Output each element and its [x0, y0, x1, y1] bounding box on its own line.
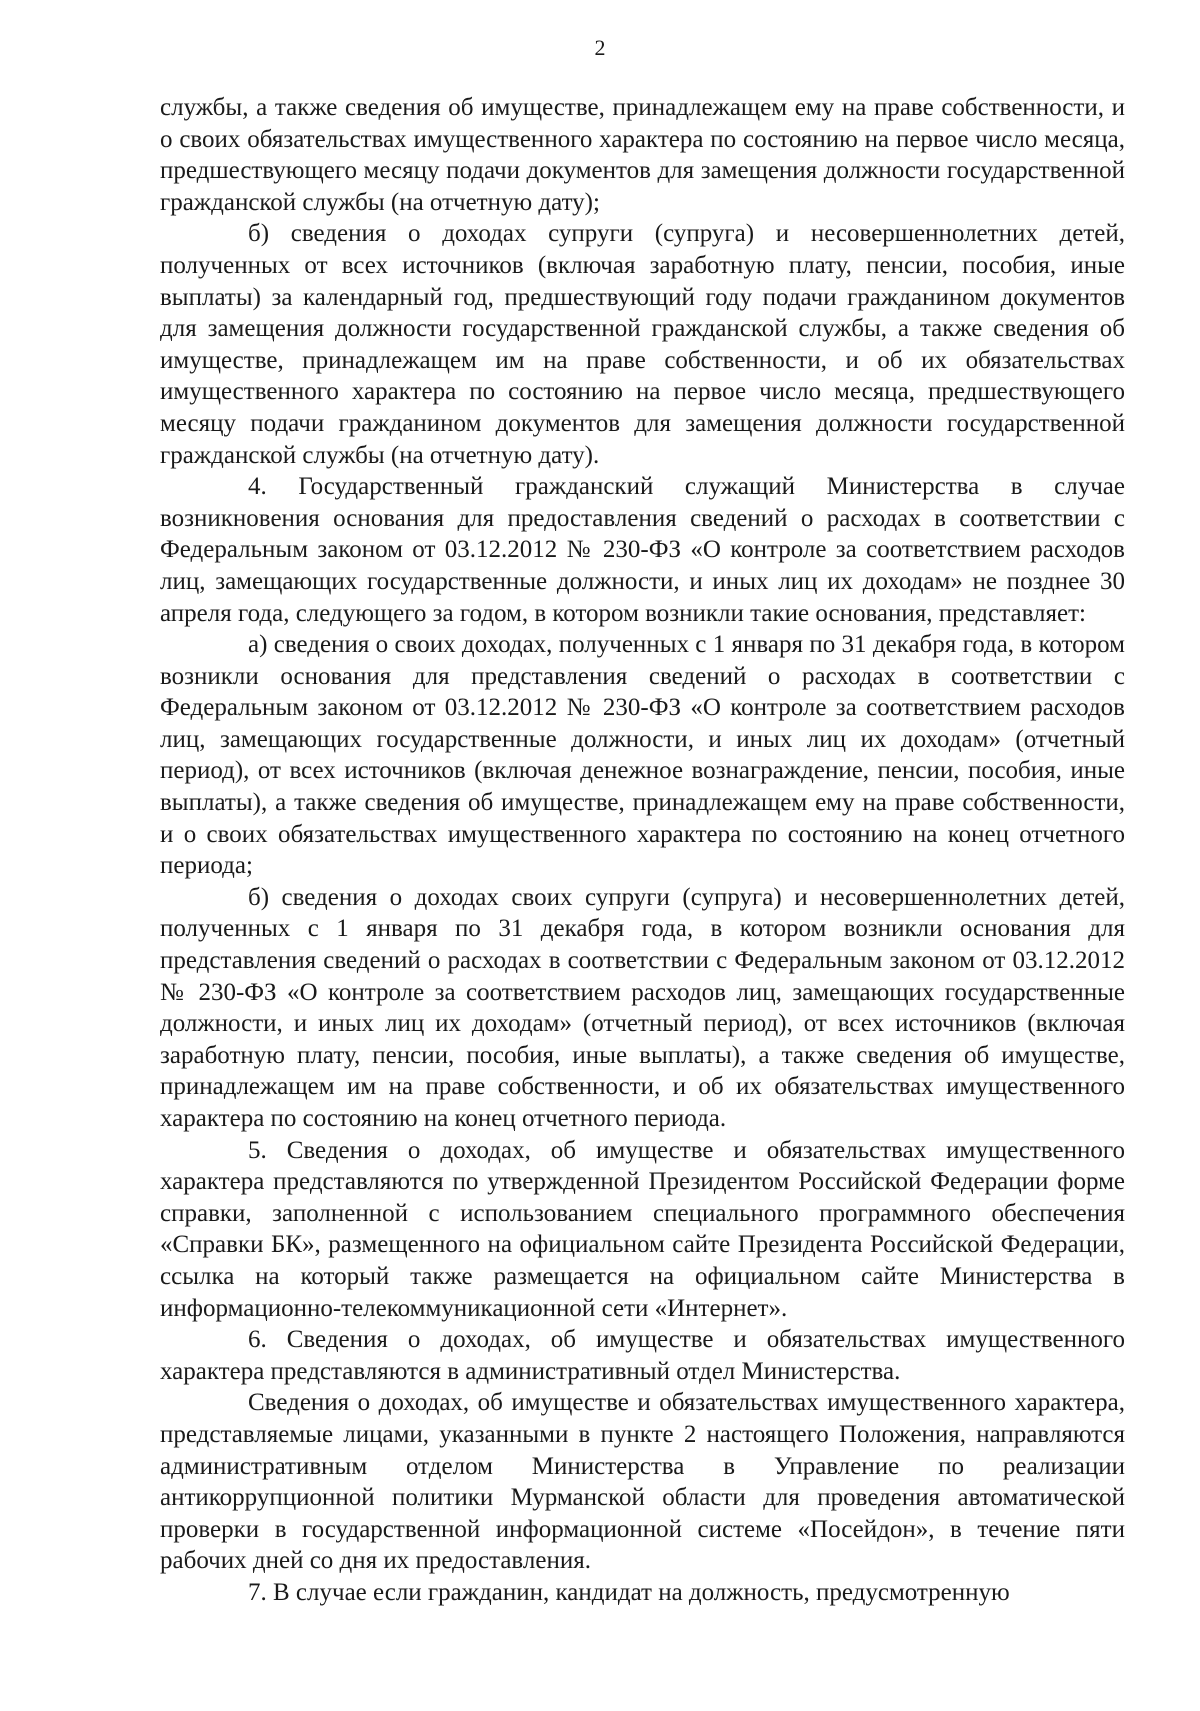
- paragraph-7: 7. В случае если гражданин, кандидат на должность, предусмотренную: [248, 1578, 1010, 1606]
- paragraph-6-continued: Сведения о доходах, об имуществе и обязательствах имущественного характера, представляемые лицами, указанными в пункте 2 настоящего Положения, направляются административным отделом Министерства в Управление по реализации антикоррупционной политики Мурманской области для проведения автоматической проверки в государственной информационной системе «Посейдон», в течение пяти рабочих дней со дня их предоставления.: [160, 1389, 1125, 1575]
- page-number: 2: [594, 35, 606, 60]
- paragraph-continuation: службы, а также сведения об имуществе, принадлежащем ему на праве собственности, и о своих обязательствах имущественного характера по состоянию на первое число месяца, предшествующего месяцу подачи документов для замещения должности государственной гражданской службы (на отчетную дату);: [160, 94, 1125, 216]
- paragraph-3b: б) сведения о доходах супруги (супруга) и несовершеннолетних детей, полученных от всех источников (включая заработную плату, пенсии, пособия, иные выплаты) за календарный год, предшествующий году подачи гражданином документов для замещения должности государственной гражданской службы, а также сведения об имуществе, принадлежащем им на праве собственности, и об их обязательствах имущественного характера по состоянию на первое число месяца, предшествующего месяцу подачи гражданином документов для замещения должности государственной гражданской службы (на отчетную дату).: [160, 220, 1125, 469]
- paragraph-4: 4. Государственный гражданский служащий Министерства в случае возникновения основания для предоставления сведений о расходах в соответствии с Федеральным законом от 03.12.2012 № 230-ФЗ «О контроле за соответствием расходов лиц, замещающих государственные должности, и иных лиц их доходам» не позднее 30 апреля года, следующего за годом, в котором возникли такие основания, представляет:: [160, 473, 1125, 627]
- paragraph-4b: б) сведения о доходах своих супруги (супруга) и несовершеннолетних детей, полученных с 1 января по 31 декабря года, в котором возникли основания для представления сведений о расходах в соответствии с Федеральным законом от 03.12.2012 № 230-ФЗ «О контроле за соответствием расходов лиц, замещающих государственные должности, и иных лиц их доходам» (отчетный период), от всех источников (включая заработную плату, пенсии, пособия, иные выплаты), а также сведения об имуществе, принадлежащем им на праве собственности, и об их обязательствах имущественного характера по состоянию на конец отчетного периода.: [160, 883, 1125, 1132]
- paragraph-4a: а) сведения о своих доходах, полученных с 1 января по 31 декабря года, в котором возникли основания для представления сведений о расходах в соответствии с Федеральным законом от 03.12.2012 № 230-ФЗ «О контроле за соответствием расходов лиц, замещающих государственные должности, и иных лиц их доходам» (отчетный период), от всех источников (включая денежное вознаграждение, пенсии, пособия, иные выплаты), а также сведения об имуществе, принадлежащем ему на праве собственности, и о своих обязательствах имущественного характера по состоянию на конец отчетного периода;: [160, 631, 1125, 880]
- paragraph-5: 5. Сведения о доходах, об имуществе и обязательствах имущественного характера представляются по утвержденной Президентом Российской Федерации форме справки, заполненной с использованием специального программного обеспечения «Справки БК», размещенного на официальном сайте Президента Российской Федерации, ссылка на который также размещается на официальном сайте Министерства в информационно-телекоммуникационной сети «Интернет».: [160, 1136, 1125, 1322]
- paragraph-6: 6. Сведения о доходах, об имуществе и обязательствах имущественного характера представляются в административный отдел Министерства.: [160, 1326, 1125, 1385]
- document-body: [160, 92, 1125, 1609]
